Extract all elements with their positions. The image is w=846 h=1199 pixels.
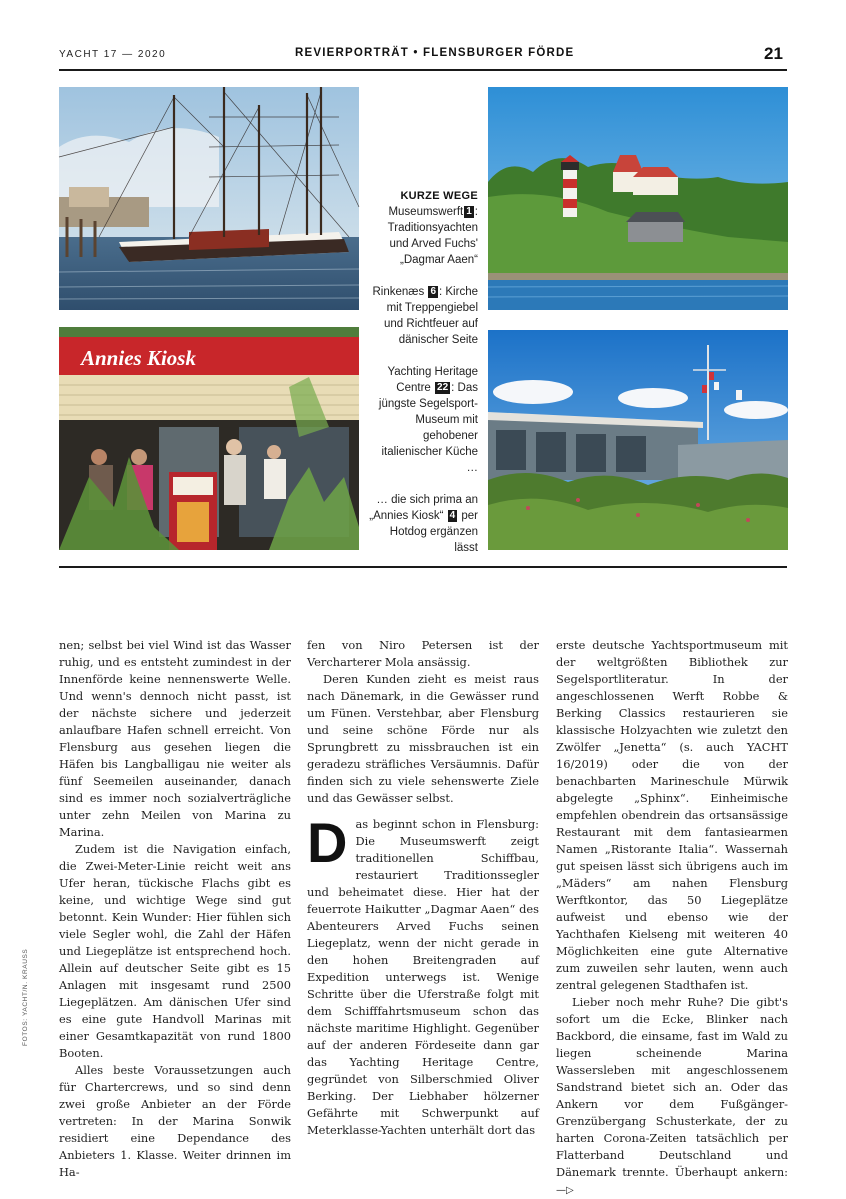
paragraph: erste deutsche Yachtsportmuseum mit der weltgrößten Bibliothek zur Segelsportliteratur. In der angeschlossenen Werft Robbe & Berking Classics restaurieren sie klassische Holzyachten wie zuletzt den Zwölfer „Jenetta“ (s. auch YACHT 16/2019) oder die von der benachbarten Marineschule Mürwik abgelegte „Sphinx“. Einheimische empfehlen obendrein das ortsansässige Restaurant mit dem fantasiearmen Namen „Ristorante Italia“. Wassernah gut speisen lässt sich übrigens auch im „Mäders“ am nahen Flensburg Werftkontor, das 50 Liegeplätze aufweist und ebenso wie der Yachthafen Kielseng mit weiteren 40 Möglichkeiten eine gute Alternative zum zuweilen sehr lauten, wenn auch zentral gelegenen Stadthafen ist. [556, 638, 788, 992]
sidebar-item-annies-kiosk: … die sich prima an „Annies Kiosk“ 4 per Hotdog ergänzen lässt [369, 494, 478, 554]
museum-illustration [488, 330, 788, 550]
paragraph: Zudem ist die Navigation einfach, die Zwei-Meter-Linie reicht weit ans Ufer heran, tückische Flachs gibt es keine, und wichtige Wege sind gut betonnt. Kein Wunder: Hier fühlen sich viele Segler wohl, die Zahl der Häfen und Liegeplätze ist entsprechend hoch. Allein auf deutscher Seite gibt es 15 Anlagen mit insgesamt rund 2500 Liegeplätzen. Am dänischen Ufer sind es eine gute Handvoll Marinas mit einer Gesamtkapazität von rund 1800 Booten. [59, 842, 291, 1060]
kiosk-sign-text: Annies Kiosk [81, 346, 196, 370]
lighthouse-illustration [488, 87, 788, 310]
section-title: REVIERPORTRÄT • FLENSBURGER FÖRDE [295, 47, 575, 59]
sidebar-title: KURZE WEGE [400, 190, 478, 202]
page-number: 21 [764, 44, 783, 63]
location-number-badge: 1 [466, 206, 472, 217]
location-number-badge: 6 [430, 286, 436, 297]
paragraph: Lieber noch mehr Ruhe? Die gibt's sofort um die Ecke, Blinker nach Backbord, die einsame, fast im Wald zu liegen scheinende Marina Wassersleben mit angeschlossenem Sandstrand bietet sich an. Oder das Ankern vor dem Fußgänger-Grenzübergang Schusterkate, der zu harten Corona-Zeiten tatsächlich per Flatterband Deutschland und Dänemark trennte. Überhaupt ankern: —▷ [556, 995, 788, 1196]
issue-label: YACHT 17 — 2020 [59, 49, 167, 60]
kiosk-photo [59, 327, 359, 550]
location-number-badge: 4 [449, 510, 456, 521]
kiosk-illustration [59, 327, 359, 550]
header-rule [59, 69, 787, 71]
photo-credit: FOTOS: YACHT/N. KRAUSS [22, 948, 29, 1046]
location-number-badge: 22 [437, 382, 449, 393]
paragraph: Alles beste Voraussetzungen auch für Chartercrews, und so sind denn zwei große Anbieter an der Förde vertreten: In der Marina Sonwik residiert eine Dependance des Anbieters 1. Klasse. Weiter drinnen im Ha- [59, 1063, 291, 1179]
sidebar-kurze-wege [368, 188, 478, 572]
harbor-illustration [59, 87, 359, 310]
sidebar-item-rinkenaes: Rinkenæs 6 : Kirche mit Treppengiebel und Richtfeuer auf dänischer Seite [372, 286, 478, 346]
lighthouse-photo [488, 87, 788, 310]
sidebar-item-museumswerft: Museumswerft 1 : Traditionsyachten und Arved Fuchs' „Dagmar Aaen“ [387, 206, 478, 266]
harbor-photo [59, 87, 359, 310]
body-column-2 [307, 637, 539, 1139]
paragraph: fen von Niro Petersen ist der Vercharterer Mola ansässig. [307, 638, 539, 669]
section-rule [59, 566, 787, 568]
paragraph: nen; selbst bei viel Wind ist das Wasser ruhig, und es entsteht zumindest in der Innenförde keine nennenswerte Welle. Und wenn's dennoch nicht passt, ist der nächste sichere und jederzeit anlaufbare Hafen schnell erreicht. Von Flensburg aus gesehen liegen die Häfen bis Langballigau nie weiter als fünf Seemeilen auseinander, danach sind es immer noch sozialverträgliche unter zehn Meilen von Marina zu Marina. [59, 638, 291, 839]
body-column-3 [556, 637, 788, 1199]
continue-arrow-icon: —▷ [556, 1185, 574, 1196]
body-column-1 [59, 637, 291, 1181]
sidebar-item-heritage-centre: Yachting Heritage Centre 22 : Das jüngste Segelsport-Museum mit gehobener italienischer Küche … [378, 366, 478, 474]
paragraph: Deren Kunden zieht es meist raus nach Dänemark, in die Gewässer rund um Fünen. Verstehbar, aber Flensburg und seine schöne Förde nur als Sprungbrett zu missbrauchen ist ein geradezu sträfliches Versäumnis. Dafür finden sich zu viele sehenswerte Ziele und das Gewässer selbst. [307, 672, 539, 805]
paragraph-dropcap: Das beginnt schon in Flensburg: Die Museumswerft zeigt traditionellen Schiffbau, restauriert Traditionssegler und beheimatet diese. Hier hat der feuerrote Haikutter „Dagmar Aaen“ des Abenteurers Arved Fuchs seinen Liegeplatz, wenn der nicht gerade in den hohen Breitengraden auf Expedition unterwegs ist. Wenige Schritte über die Uferstraße folgt mit dem Schifffahrtsmuseum schon das nächste maritime Highlight. Gegenüber auf der anderen Fördeseite dann gar das Yachting Heritage Centre, gegründet von Silberschmied Oliver Berking. Der Liebhaber hölzerner Gefährte mit Schwerpunkt auf Meterklasse-Yachten unterhält dort das [307, 811, 539, 1137]
museum-photo [488, 330, 788, 550]
drop-cap: D [307, 811, 348, 874]
